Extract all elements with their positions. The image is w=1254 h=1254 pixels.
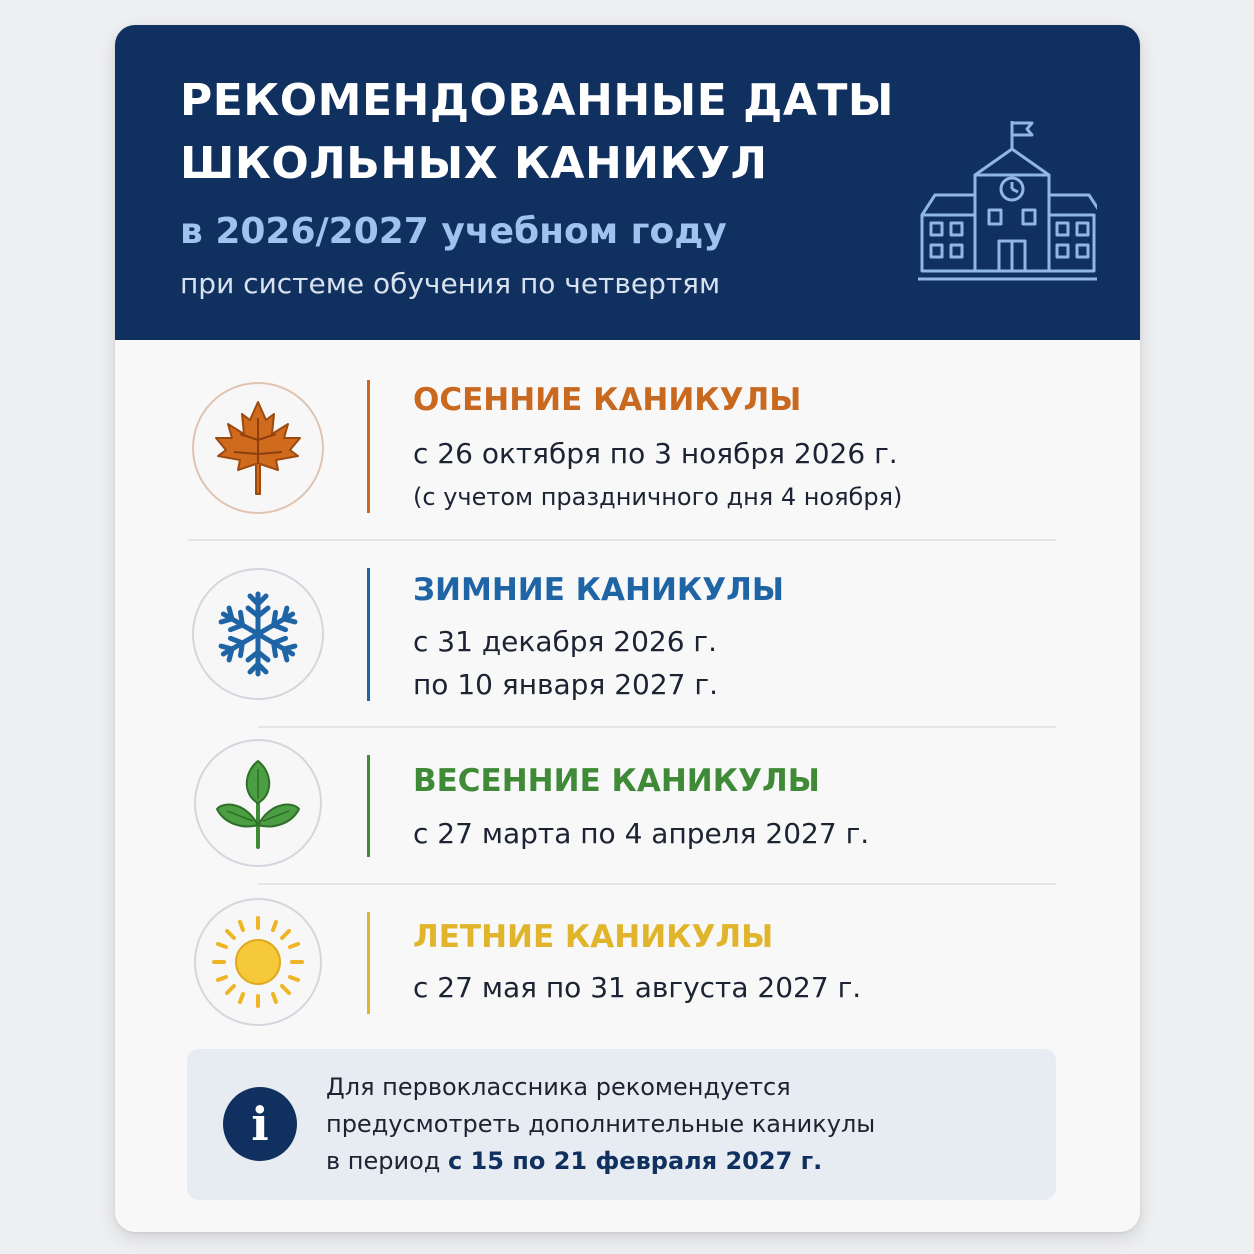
page-subtitle-note: при системе обучения по четвертям — [180, 267, 721, 300]
autumn-divider-line — [367, 380, 370, 513]
page-title-line1: РЕКОМЕНДОВАННЫЕ ДАТЫ — [180, 75, 894, 126]
autumn-badge — [192, 382, 324, 514]
school-building-icon — [917, 115, 1097, 285]
autumn-title: ОСЕННИЕ КАНИКУЛЫ — [413, 382, 802, 418]
info-icon: i — [223, 1087, 297, 1161]
snowflake-icon — [210, 586, 306, 682]
spring-divider-line — [367, 755, 370, 857]
section-divider — [188, 539, 1056, 541]
spring-title: ВЕСЕННИЕ КАНИКУЛЫ — [413, 763, 820, 799]
autumn-dates: с 26 октября по 3 ноября 2026 г. — [413, 437, 898, 470]
summer-divider-line — [367, 912, 370, 1014]
info-line2: предусмотреть дополнительные каникулы — [326, 1110, 876, 1138]
sprout-icon — [213, 755, 303, 851]
maple-leaf-icon — [212, 398, 304, 498]
page-subtitle: в 2026/2027 учебном году — [180, 211, 727, 252]
winter-badge — [192, 568, 324, 700]
first-grader-info-box — [187, 1049, 1056, 1200]
summer-dates: с 27 мая по 31 августа 2027 г. — [413, 971, 862, 1004]
winter-dates-from: с 31 декабря 2026 г. — [413, 625, 718, 658]
sun-icon — [210, 914, 306, 1010]
page-title-line2: ШКОЛЬНЫХ КАНИКУЛ — [180, 138, 768, 189]
section-divider — [258, 883, 1056, 885]
info-line3-prefix: в период — [326, 1147, 448, 1175]
autumn-note: (с учетом праздничного дня 4 ноября) — [413, 483, 903, 511]
winter-dates-to: по 10 января 2027 г. — [413, 668, 718, 701]
spring-dates: с 27 марта по 4 апреля 2027 г. — [413, 817, 870, 850]
holidays-card — [115, 25, 1140, 1232]
info-line3-highlight: с 15 по 21 февраля 2027 г. — [447, 1147, 823, 1175]
summer-badge — [194, 898, 322, 1026]
spring-badge — [194, 739, 322, 867]
info-line1: Для первоклассника рекомендуется — [326, 1073, 791, 1101]
header-banner — [115, 25, 1140, 340]
winter-title: ЗИМНИЕ КАНИКУЛЫ — [413, 572, 785, 608]
winter-divider-line — [367, 568, 370, 701]
summer-title: ЛЕТНИЕ КАНИКУЛЫ — [413, 919, 774, 955]
section-divider — [258, 726, 1056, 728]
info-line3 — [326, 1147, 822, 1175]
